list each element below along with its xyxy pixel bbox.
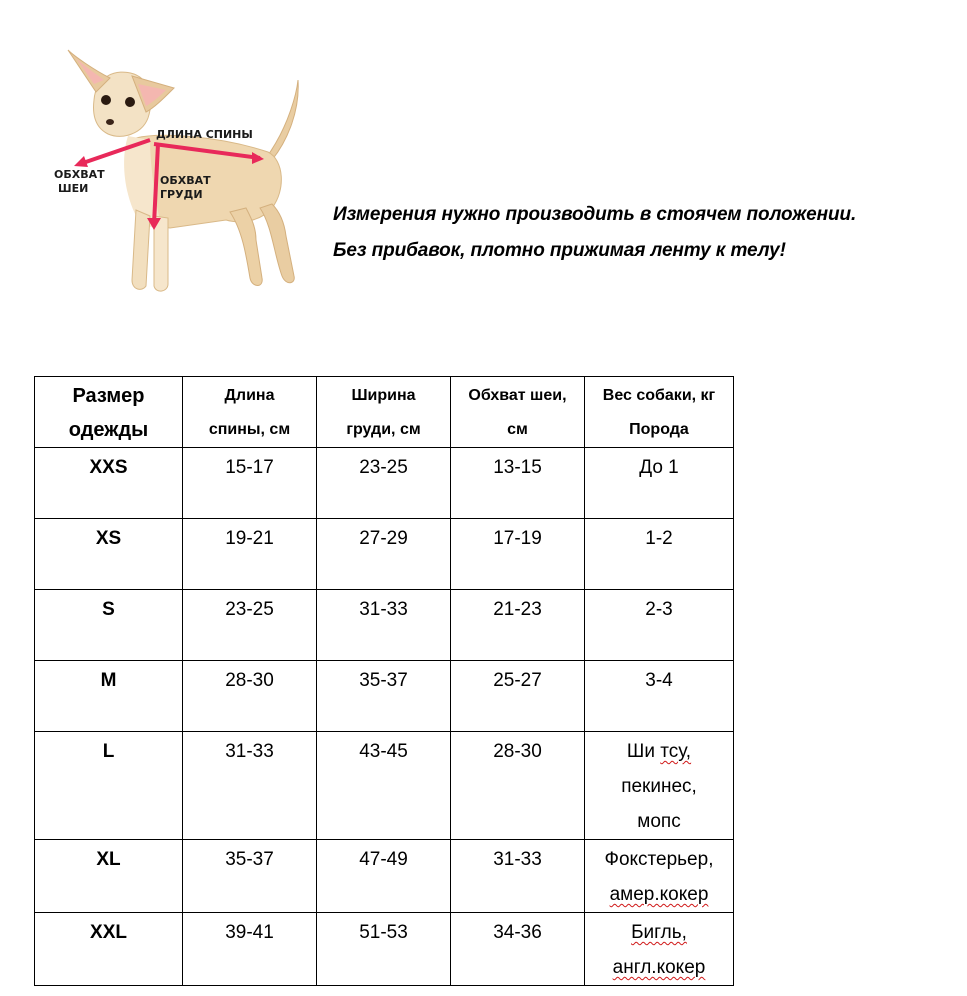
chest-cell: 31-33 <box>317 590 451 661</box>
header-chest-width: Ширина груди, см <box>317 377 451 448</box>
breed-line: Ши тсу, <box>626 741 692 762</box>
chest-cell: 51-53 <box>317 913 451 986</box>
breed-line: Фокстерьер, <box>604 849 714 870</box>
chest-cell: 47-49 <box>317 840 451 913</box>
instruction-line-2: Без прибавок, плотно прижимая ленту к телу! <box>333 240 786 261</box>
neck-cell: 13-15 <box>451 448 585 519</box>
instruction-line-1: Измерения нужно производить в стоячем положении. <box>333 204 857 225</box>
breed-line: пекинес, <box>621 776 697 797</box>
header-weight-breed: Вес собаки, кг Порода <box>585 377 734 448</box>
back-cell: 28-30 <box>183 661 317 732</box>
dog-measurement-figure <box>50 40 330 310</box>
size-cell: XXL <box>35 913 183 986</box>
table-row <box>35 732 734 840</box>
size-cell: XS <box>35 519 183 590</box>
back-cell: 19-21 <box>183 519 317 590</box>
back-cell: 35-37 <box>183 840 317 913</box>
chest-cell: 27-29 <box>317 519 451 590</box>
back-cell: 39-41 <box>183 913 317 986</box>
weight-breed-cell <box>585 913 734 986</box>
neck-cell: 31-33 <box>451 840 585 913</box>
weight-cell: 2-3 <box>585 590 734 661</box>
table-header-row <box>35 377 734 448</box>
table-row <box>35 840 734 913</box>
size-cell: S <box>35 590 183 661</box>
label-neck-1: ОБХВАТ <box>54 168 105 181</box>
weight-cell: 3-4 <box>585 661 734 732</box>
header-size: Размер одежды <box>35 377 183 448</box>
table-row <box>35 661 734 732</box>
breed-line: Бигль, <box>631 922 687 943</box>
back-cell: 23-25 <box>183 590 317 661</box>
neck-cell: 34-36 <box>451 913 585 986</box>
neck-cell: 25-27 <box>451 661 585 732</box>
back-cell: 31-33 <box>183 732 317 840</box>
chihuahua-illustration <box>50 40 330 310</box>
size-cell: XL <box>35 840 183 913</box>
back-cell: 15-17 <box>183 448 317 519</box>
label-chest-1: ОБХВАТ <box>160 174 211 187</box>
neck-cell: 17-19 <box>451 519 585 590</box>
header-back-length: Длина спины, см <box>183 377 317 448</box>
neck-cell: 21-23 <box>451 590 585 661</box>
header-neck: Обхват шеи, см <box>451 377 585 448</box>
breed-line: амер.кокер <box>609 884 709 905</box>
table-row <box>35 519 734 590</box>
table-row <box>35 590 734 661</box>
weight-breed-cell <box>585 840 734 913</box>
table-row <box>35 913 734 986</box>
label-chest-2: ГРУДИ <box>160 188 203 201</box>
label-back-length: ДЛИНА СПИНЫ <box>156 128 253 141</box>
size-cell: L <box>35 732 183 840</box>
weight-cell: До 1 <box>585 448 734 519</box>
size-cell: XXS <box>35 448 183 519</box>
chest-cell: 43-45 <box>317 732 451 840</box>
label-neck-2: ШЕИ <box>58 182 89 195</box>
size-cell: M <box>35 661 183 732</box>
weight-breed-cell <box>585 732 734 840</box>
breed-line: мопс <box>637 811 681 832</box>
breed-line: англ.кокер <box>612 957 706 978</box>
chest-cell: 35-37 <box>317 661 451 732</box>
chest-cell: 23-25 <box>317 448 451 519</box>
size-table <box>34 376 734 986</box>
weight-cell: 1-2 <box>585 519 734 590</box>
table-row <box>35 448 734 519</box>
neck-cell: 28-30 <box>451 732 585 840</box>
